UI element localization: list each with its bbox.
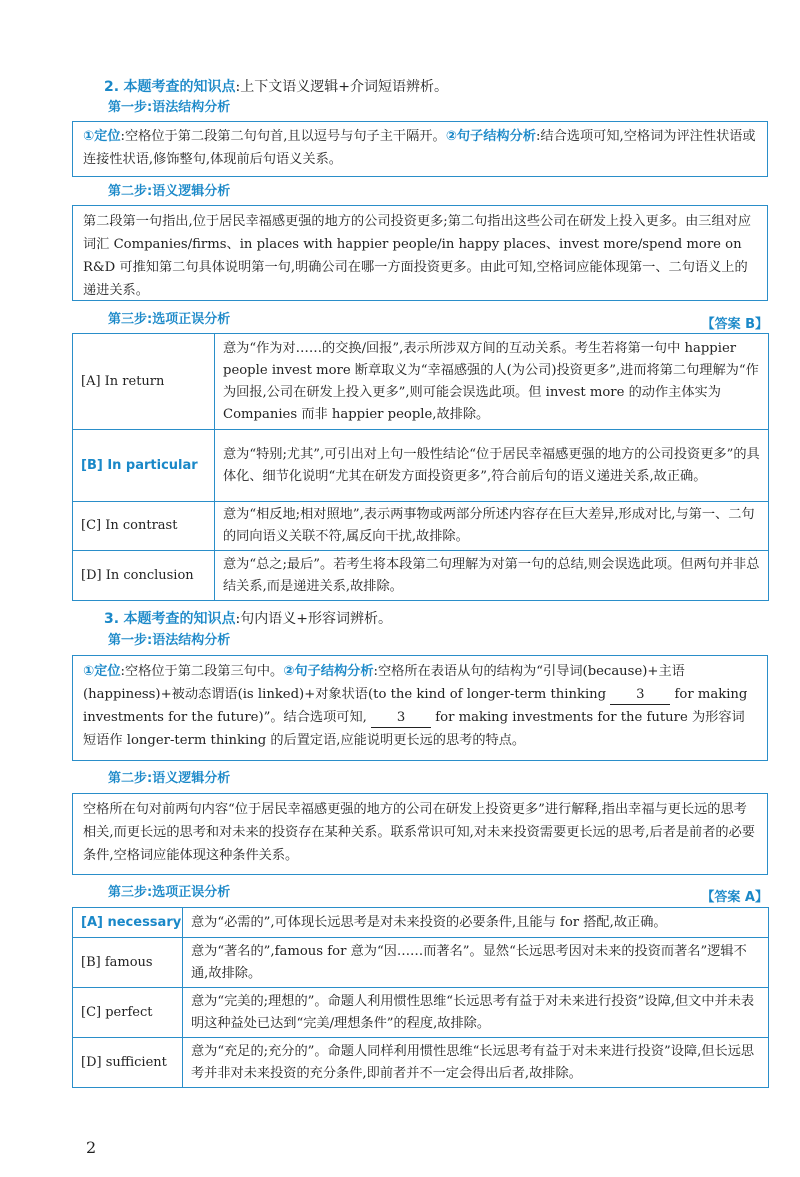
q2-option-d: [D] In conclusion bbox=[73, 551, 215, 601]
table-row bbox=[73, 988, 769, 1038]
q3-box-structure bbox=[72, 655, 768, 761]
q2-title-label: 本题考查的知识点 bbox=[123, 79, 236, 95]
q2-step2-heading: 第二步:语义逻辑分析 bbox=[108, 184, 231, 199]
q3-option-d-analysis: 意为“充足的;充分的”。命题人同样利用惯性思维“长远思考有益于对未来进行投资”设障,但长远思考并非对未来投资的充分条件,即前者并不一定会得出后者,故排除。 bbox=[183, 1038, 769, 1088]
q2-box1-text2: :结合选项可知,空格词为评注性状语或连接性状语,修饰整句,体现前后句语义关系。 bbox=[83, 129, 756, 167]
q3-box-logic: 空格所在句对前两句内容“位于居民幸福感更强的地方的公司在研发上投资更多”进行解释,指出幸福与更长远的思考相关,而更长远的思考和对未来的投资存在某种关系。联系常识可知,对未来投资需要更长远的思考,后者是前者的必要条件,空格词应能体现这种条件关系。 bbox=[72, 793, 768, 875]
q3-blank-2: 3 bbox=[371, 709, 431, 728]
page-number: 2 bbox=[86, 1138, 97, 1157]
table-row bbox=[73, 551, 769, 601]
q2-option-a: [A] In return bbox=[73, 334, 215, 430]
q3-title-num: 3. bbox=[104, 611, 120, 627]
q2-box-structure bbox=[72, 121, 768, 177]
q3-box1-text1: :空格位于第二段第三句中。 bbox=[120, 664, 284, 679]
q3-answer: 【答案 A】 bbox=[701, 890, 768, 905]
q3-title bbox=[104, 610, 392, 628]
q3-step2-heading: 第二步:语义逻辑分析 bbox=[108, 771, 231, 786]
q3-box1-text3: for making investments for the future)”。结合选项可知, bbox=[83, 687, 748, 725]
q3-option-b: [B] famous bbox=[73, 938, 183, 988]
q2-option-b-analysis: 意为“特别;尤其”,可引出对上句一般性结论“位于居民幸福感更强的地方的公司投资更多”的具体化、细节化说明“尤其在研发方面投资更多”,符合前后句的语义递进关系,故正确。 bbox=[215, 430, 769, 502]
table-row bbox=[73, 502, 769, 551]
q2-title-num: 2. bbox=[104, 79, 120, 95]
q3-blank-1: 3 bbox=[610, 686, 670, 705]
q3-box1-hl2: ②句子结构分析 bbox=[283, 664, 374, 679]
q2-box-logic: 第二段第一句指出,位于居民幸福感更强的地方的公司投资更多;第二句指出这些公司在研发上投入更多。由三组对应词汇 Companies/firms、in places with happier people/in happy places、invest more/spend more on R&D 可推知第二句具体说明第一句,明确公司在哪一方面投资更多。由此可知,空格词应能体现第一、二句语义上的递进关系。 bbox=[72, 205, 768, 301]
q3-step1-heading: 第一步:语法结构分析 bbox=[108, 633, 231, 648]
q2-option-c-analysis: 意为“相反地;相对照地”,表示两事物或两部分所述内容存在巨大差异,形成对比,与第一、二句的同向语义关联不符,属反向干扰,故排除。 bbox=[215, 502, 769, 551]
q2-step1-heading: 第一步:语法结构分析 bbox=[108, 100, 231, 115]
q3-option-a-analysis: 意为“必需的”,可体现长远思考是对未来投资的必要条件,且能与 for 搭配,故正确。 bbox=[183, 908, 769, 938]
q2-answer: 【答案 B】 bbox=[701, 317, 768, 332]
q3-option-c-analysis: 意为“完美的;理想的”。命题人利用惯性思维“长远思考有益于对未来进行投资”设障,但文中并未表明这种益处已达到“完美/理想条件”的程度,故排除。 bbox=[183, 988, 769, 1038]
q3-options-table bbox=[72, 907, 769, 1088]
q2-option-a-analysis: 意为“作为对……的交换/回报”,表示所涉双方间的互动关系。考生若将第一句中 happier people invest more 断章取义为“幸福感强的人(为公司)投资更多”,进而将第二句理解为“作为回报,公司在研发上投入更多”,则可能会误选此项。但 invest more 的动作主体实为 Companies 而非 happier people,故排除。 bbox=[215, 334, 769, 430]
q3-option-b-analysis: 意为“著名的”,famous for 意为“因……而著名”。显然“长远思考因对未来的投资而著名”逻辑不通,故排除。 bbox=[183, 938, 769, 988]
q3-box1-text4: for making investments for the future 为形容词短语作 longer-term thinking 的后置定语,应能说明更长远的思考的特点。 bbox=[83, 710, 745, 748]
q3-title-text: :句内语义+形容词辨析。 bbox=[235, 611, 392, 627]
q2-box1-text1: :空格位于第二段第二句句首,且以逗号与句子主干隔开。 bbox=[120, 129, 446, 144]
q2-title-text: :上下文语义逻辑+介词短语辨析。 bbox=[235, 79, 448, 95]
q2-step3-heading: 第三步:选项正误分析 bbox=[108, 312, 231, 327]
table-row bbox=[73, 334, 769, 430]
table-row bbox=[73, 430, 769, 502]
q2-option-d-analysis: 意为“总之;最后”。若考生将本段第二句理解为对第一句的总结,则会误选此项。但两句并非总结关系,而是递进关系,故排除。 bbox=[215, 551, 769, 601]
q3-option-d: [D] sufficient bbox=[73, 1038, 183, 1088]
q2-option-c: [C] In contrast bbox=[73, 502, 215, 551]
q2-options-table bbox=[72, 333, 769, 601]
table-row bbox=[73, 938, 769, 988]
table-row bbox=[73, 1038, 769, 1088]
q3-box1-text2: :空格所在表语从句的结构为“引导词(because)+主语(happiness)+被动态谓语(is linked)+对象状语(to the kind of longer-term thinking bbox=[83, 664, 685, 702]
q3-option-a: [A] necessary bbox=[73, 908, 183, 938]
q3-option-c: [C] perfect bbox=[73, 988, 183, 1038]
q2-option-b: [B] In particular bbox=[73, 430, 215, 502]
q3-title-label: 本题考查的知识点 bbox=[123, 611, 236, 627]
q3-box1-hl1: ①定位 bbox=[83, 664, 121, 679]
q2-box1-hl1: ①定位 bbox=[83, 129, 121, 144]
q2-box1-hl2: ②句子结构分析 bbox=[445, 129, 536, 144]
table-row bbox=[73, 908, 769, 938]
q2-title bbox=[104, 78, 448, 96]
q3-step3-heading: 第三步:选项正误分析 bbox=[108, 885, 231, 900]
